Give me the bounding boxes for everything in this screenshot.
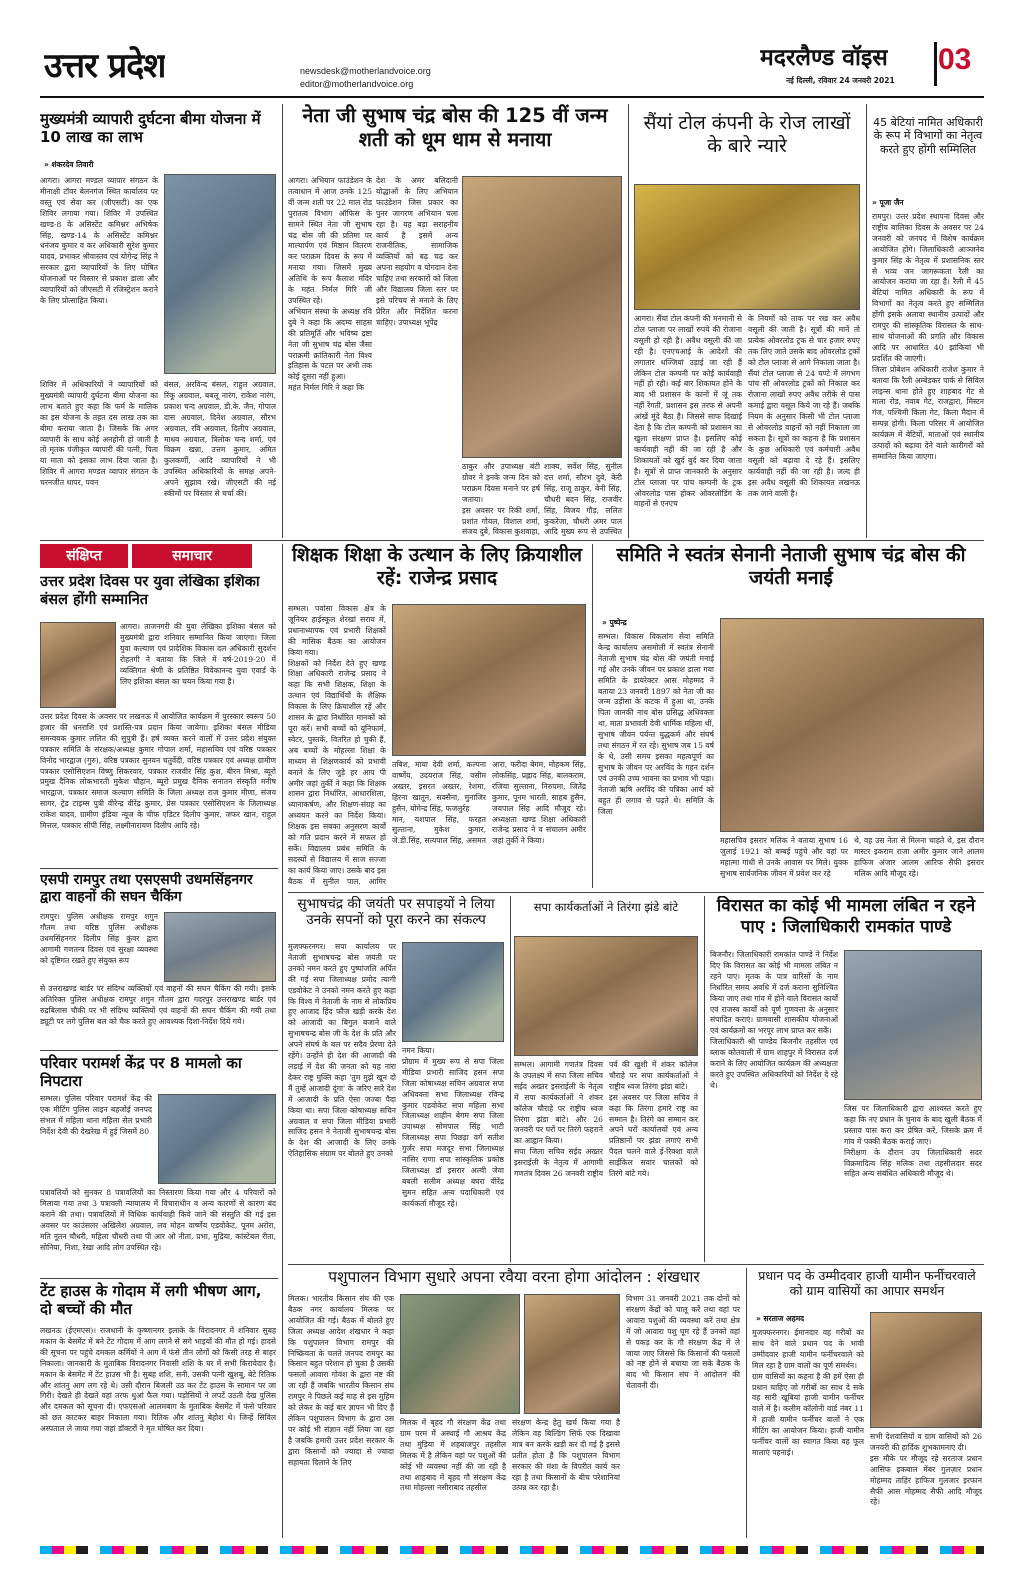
column-rule — [282, 104, 283, 538]
byline: » सरताज अहमद — [756, 1314, 805, 1323]
article-text: सभी देशवासियों व ग्राम वासियों को 26 जनवरी की हार्दिक शुभकामनाएं दी। इस मौके पर मौजूद रहे सरताज प्रधान आसिफ इकबाल मेंबर गुलज़ार प्रधान मोहम्मद ताहिर हाफिज गुलजार इरफान सैफी आस मोहम्मद सैफी आदि मौजूद रहे। — [870, 1432, 982, 1507]
story-business-insurance — [40, 104, 278, 538]
headline: सैंयां टोल कंपनी के रोज लाखों के बारे न्यारे — [643, 112, 851, 158]
news-photo — [158, 1094, 276, 1184]
article-text: बंसल, अरविन्द बंसल, राहुल अग्रवाल, रिंकू अग्रवाल, बबलू नारंग, राकेश नारंग, प्रकाश चन्द अग्रवाल, डी.के. जैन, गोपाल दास अग्रवाल, दिनेश अग्रवाल, सौरभ अग्रवाल, रवि अग्रवाल, दिलीप अग्रवाल, माधव अग्रवाल, त्रिलोक चन्द शर्मा, एवं विक्रम खन्ना, उत्तम कुमार, अमित कुलकर्णी, आदि व्यापारियों ने भी उपस्थित अधिकारियों के समक्ष अपने-अपने सुझाव रखे। जीएसटी की नई स्कीमों पर विस्तार से चर्चा की। — [164, 380, 276, 499]
news-photo — [400, 1294, 520, 1414]
dateline: नई दिल्ली, रविवार 24 जनवरी 2021 — [786, 76, 895, 85]
article-text: संरक्षण केन्द्र हेतु खर्च किया गया है लेकिन वह बिल्डिंग सिर्फ एक दिखावा मात्र बन करके खड़ी कर दी गई है इससे प्रतीत होता है कि पशुपालन विभाग सरकार की मंशा के विपरीत कार्य कर रहा है तथा किसानों के बीच परेशानियां उत्पन्न कर रहा है। — [512, 1418, 620, 1493]
newsdesk-email: newsdesk@motherlandvoice.org — [300, 66, 431, 76]
brief-label-secondary: समाचार — [132, 544, 252, 568]
headline: मुख्यमंत्री व्यापारी दुर्घटना बीमा योजना में 10 लाख का लाभ — [40, 110, 261, 147]
news-photo — [720, 618, 984, 832]
story-toll-company — [634, 104, 862, 538]
article-text: आगरा। आगरा मण्डल व्यापार संगठन के मीनाक्षी टॉवर बेलनगंज स्थित कार्यालय पर वस्तु एवं सेवा कर (जीएसटी) का एक शिविर लगाया गया। शिविर में उपस्थित खण्ड-8 के असिस्टेंट कमिश्नर अभिषेक सिंह, खण्ड-14 के असिस्टेंट कमिश्नर धनंजय कुमार व कर अधिकारी सुरेश कुमार यादव, प्रभाकर श्रीवास्तव एवं योगेन्द्र सिंह ने सरकार द्वारा व्यापारियों के लिए घोषित योजनाओं पर विस्तार से प्रकाश डाला और व्यापारियों को जीएसटी में रजिस्ट्रेशन कराने के लिए प्रोत्साहित किया। — [40, 176, 158, 305]
article-text: आगरा। ताजनगरी की युवा लेखिका इशिका बंसल को मुख्यमंत्री द्वारा शनिवार सम्मानित किया जाएगा। जिला युवा कल्याण एवं प्रादेशिक विकास दल अधिकारी सुदर्शन रोहतगी ने बताया कि जिले में वर्ष-2019-20 में व्यक्तिगत श्रेणी के प्रतिष्ठित विवेकानन्द युवा एवार्ड के लिए इशिका बंसल का चयन किया गया है। — [120, 622, 276, 686]
article-text: पत्रावलियों को सुनकर 8 पत्रावलियों का निस्तारण किया गया और 4 परिवारों को मिलाया गया तथा 3 पत्रावली न्यायालय में विचाराधीन व अन्य कारणों से कारण बंद कराने की तथा। पत्रावलियों में विधिक कार्यवाही किये जाने की संस्तुति की गई इस अवसर पर काउंसलर अखिलेश अग्रवाल, लव मोहन वार्ष्णेय एडवोकेट, पूनम अरोरा, मति नूतन चौधरी, महिला चौधरी तथा पी आर ओ नीता, प्रभा, मुद्रिया, कांस्टेबल रीता, सोनिया, निशा, रेखा आदि लोग उपस्थित रहे। — [40, 1188, 276, 1252]
brief-news-banner — [40, 544, 252, 568]
masthead — [0, 0, 1024, 98]
headline: परिवार परामर्श केंद्र पर 8 मामलो का निपटारा — [40, 1054, 242, 1091]
story-family-counseling — [40, 1054, 278, 1276]
story-tent-house-fire — [40, 1282, 278, 1538]
article-text: सम्भल। पुलिस परिवार परामर्श केंद्र की एक मीटिंग पुलिस लाइन बहजोई जनपद संभल में महिला थाना महिला सेल प्रभारी निर्देश देवी की देखरेख में हुई जिसमें 80 — [40, 1094, 152, 1136]
article-text: उत्तर प्रदेश दिवस के अवसर पर लखनऊ में आयोजित कार्यक्रम में पुरस्कार स्वरूप 50 हजार की धनराशि एवं प्रशस्ति-पत्र प्रदान किया जायेगा। इशिका बंसल मीडिया समन्वयक कुमार ललित की सुपुत्री हैं। हर्ष व्यक्त करने वालों में उत्तर प्रदेश संयुक्त पत्रकार समिति के संरक्षक/अध्यक्ष कुमार गोपाल शर्मा, महासचिव एवं वरिष्ठ पत्रकार विनोद भारद्वाज (गुरु), वरिष्ठ पत्रकार सुनयन चतुर्वेदी, वरिष्ठ पत्रकार एवं अध्यक्ष ग्रामीण पत्रकार एसोसिएशन विष्णु सिकरवार, पत्रकार राजवीर सिंह कुश, बीरन मिश्रा, ब्यूरो प्रमुख दैनिक लोकभारती मुकेश चौहान, ब्यूरो प्रमुख दैनिक सनातन संस्कृति मनीष भारद्वाज, पत्रकार समाज कल्याण समिति के जिला अध्यक्ष राज कुमार मीणा, संजय सागर, ट्रेड टाइम्स पुत्री वीरेन्द्र वीरेंद्र कुमार, प्रेस पत्रकार एसोसिएशन के जिलाध्यक्ष राकेश यादव, ग्रामीण इंडिया न्यूज के चीफ एडिटर दिलीप कुमार, जफर खान, राहुल मित्तल, पत्रकार सीपी सिंह, लक्ष्मीनारायण दिलीप आदि रहे। — [40, 712, 276, 831]
story-sp-tricolor — [514, 896, 700, 1262]
byline: » पुष्पेन्द्र — [602, 618, 627, 627]
article-text: सम्भल। आगामी गणतंत्र दिवस के उपलक्ष्य में सपा जिला सचिव सईद अख्तर इसराईली के नेतृत्व में सपा कार्यकर्ताओं ने शंकर कॉलेज चौराहे पर राष्ट्रीय ध्वज तिरंगा झंडा बांटे। और 26 जनवरी पर घरों पर तिरंगे फहराने का आह्वान किया। सपा जिला सचिव सईद अख्तर इसराईली के नेतृत्व में आगामी गणतंत्र दिवस 26 जनवरी राष्ट्रीय पर्व की खुशी में शंकर कॉलेज चौराहे पर सपा कार्यकर्ताओं ने राष्ट्रीय ध्वज तिरंगा झंडा बांटे। इस अवसर पर जिला सचिव ने कहा कि तिरंगा हमारे राष्ट्र का सम्मान है। तिरंगे का सम्मान कर अपने घरों कार्यालयों एवं अन्य प्रतिष्ठानों पर झंडा लगाएं सभी पैदल चलने वाले ई-रिक्शा वाले साईकिल सवार चालकों को तिरंगे बांटे गये। — [514, 1060, 698, 1179]
story-netaji-125 — [288, 104, 624, 538]
article-text: से उत्तराखण्ड बार्डर पर संदिग्ध व्यक्तियों एवं वाहनों की सघन चैकिंग की गयी। इसके अतिरिक्त पुलिस अधीक्षक रामपुर शगुन गौतम द्वारा गदरपुर उत्तराखण्ड बार्डर एवं रुद्रबिलास चौकी पर भी संदिग्ध व्यक्तियों एवं वाहनों की सघन चैकिंग की गयी तथा ड्यूटी पर लगे पुलिस बल को चैक करते हुए आवश्यक दिशा-निर्देश दिये गये। — [40, 984, 276, 1026]
article-text: सम्भल। पवांसा विकास क्षेत्र के जूनियर हाईस्कूल शेरखां सराय में, प्रधानाध्यापक एवं प्रभारी शिक्षकों की मासिक बैठक का आयोजन किया गया। शिक्षकों को निर्देश देते हुए खण्ड शिक्षा अधिकारी राजेन्द्र प्रसाद ने कहा कि सभी शिक्षक, शिक्षा के उत्थान एवं विद्यार्थियों के शैक्षिक विकास के लिए क्रियाशील रहें और शासन के द्वारा निर्धारित मानकों को पूरा करें। सभी बच्चों को यूनिफार्म, स्वेटर, पुस्तकें, वितरित हो चुकी हैं, अब बच्चों के मोहल्ला शिक्षा के माध्यम से शिक्षणकार्य को प्रभावी बनाने के लिए जुड़े हर आप पी अमीर जहां तुर्की ने कहा कि शिक्षक शासन द्वारा निर्धारित, आधारशिला, ध्यानाकर्षण, और शिक्षण-संग्रह का अध्ययन करने का निर्देश किया। शिक्षक इस सबका अनुसरण कार्यों को गति प्रदान करने में सफल हो सकें। विद्यालय प्रबंध समिति के सदस्यों से विद्यालय में साज सज्जा का कार्य किया जाए। उसके बाद इस बैठक में सुनील पाल, आमिर — [288, 604, 386, 886]
masthead-divider — [934, 42, 937, 86]
headline: एसपी रामपुर तथा एसएसपी उधमसिंहनगर द्वारा वाहनों की सघन चैकिंग — [40, 872, 253, 906]
paper-name: मदरलैण्ड वॉइस — [760, 44, 888, 71]
article-text: शिविर में अधिकारियों ने व्यापारियों को मुख्यमंत्री व्यापारी दुर्घटना बीमा योजना का लाभ बताते हुए कहा कि फर्म के मालिक का इस योजना के तहत दस लाख तक का बीमा कराया जाता है। जिसके कि अगर व्यापारी के साथ कोई अनहोनी हो जाती है तो मृतक पंजीकृत व्यापारी की पत्नी, पिता या माता को इसका लाभ दिया जाता है। शिविर में आगरा मण्डल व्यापार संगठन के चरनजीत थापर, पवन — [40, 380, 158, 488]
photo-caption: तबिश, माया देवी शर्मा, कल्पना वार्ष्णेय, उदयराज सिंह, वसीम अख्तर, इसरत अख्तर, रेशमा, हिरना खातून, सक्सैना, मुनाजिर हुसैन, योगेन्द्र सिंह, फजलुर्रह मान, यशपाल सिंह, फरहत सुल्ताना, मुकेश कुमार, जे.डी.सिंह, सत्यपाल सिंह, असमत आरा, फरीदा बेगम, मोहकम सिंह, लोकसिंह, प्रह्लाद सिंह, बालकराम, रजिया सुल्ताना, निरुपमा, जितेंद्र कुमार, पूनम भारती, साहब हुसैन, जयपाल सिंह आदि मौजूद रहे। अध्यक्षता खण्ड शिक्षा अधिकारी राजेन्द्र प्रसाद ने व संचालन अमीर जहां तुर्की ने किया। — [392, 760, 586, 846]
news-photo — [870, 1312, 982, 1428]
column-rule — [592, 544, 593, 888]
byline: » शंकरदेव तिवारी — [44, 160, 94, 169]
story-ishika-bansal — [40, 574, 278, 866]
article-text: के नियमों को ताक पर रख कर अवैध वसूली की जाती है। सूत्रों की मानें तो प्रत्येक ओवरलोड ट्रक से चार हजार रुपए तक लिए जाते उसके बाद ओवरलोड ट्रकों को टोल प्लाजा से आगे निकाला जाता है। सैंयां टोल प्लाजा से 24 घण्टे में लगभग पांच सौ ओवरलोड ट्रकों को निकाल कर रोजाना लाखों रुपए अवैध तरीके से पास कमाई द्वारा वसूल किये जा रहे हैं। जबकि नियम के अनुसार किसी भी टोल प्लाजा से ओवरलोड वाहनों को नहीं निकाला जा सकता है। सूत्रों का कहना है कि प्रशासन के कुछ अधिकारी एवं कर्मचारी अवैध वसूली को बढ़ावा दे रहे हैं। इसलिए कार्यवाही नहीं की जा रही है। जल्द ही इस अवैध वसूली की शिकायत लखनऊ तक जाने वाली है। — [748, 314, 860, 498]
news-photo — [164, 912, 276, 982]
article-text: नमन किया। प्रोग्राम में मुख्य रूप से सपा जिला मीडिया प्रभारी साजिद हसन सपा जिला कोषाध्यक्ष सचिन अग्रवाल सपा अधिवक्ता सभा जिलाध्यक्ष रविन्द्र कुमार एडवोकेट सपा महिला सभा जिलाध्यक्ष शाहीन बेगम सपा जिला उपाध्यक्ष सोमपाल सिंह भाटी जिलाध्यक्ष सपा पिछड़ा वर्ग सतीश गुर्जर सपा मजदूर सभा जिलाध्यक्ष नासिर राणा सपा सांस्कृतिक प्रकोष्ठ जिलाध्यक्ष डॉ इसरार अल्वी जेवा बबली सलीम अध्यक्ष बघरा वीरेंद्र सुमन सहित अन्य पदाधिकारी एवं कार्यकर्ता मौजूद रहे। — [402, 1046, 504, 1208]
story-vehicle-checking — [40, 872, 278, 1048]
story-inheritance-cases — [710, 896, 984, 1262]
news-photo — [402, 942, 504, 1042]
story-samiti-netaji — [598, 544, 984, 888]
news-photo — [514, 936, 698, 1056]
story-animal-husbandry — [288, 1268, 742, 1538]
portrait-photo — [40, 622, 116, 708]
article-text: आगरा। अभियान फाउंडेशन के तत्वाधान में आज उनके 125 वीं जन्म शती पर 22 माल रोड पुरातत्व विभाग ऑफिस के सामने स्थित नेता जी सुभाष चंद्र बोस जी की प्रतिमा पर माल्यार्पण एवं मिष्ठान वितरण कर पराक्रम दिवस के रूप में मनाया गया। जिसमें मुख्य अतिथि के रूप कैलाश मंदिर के महंत निर्मल गिरि जी उपस्थित रहे। अभियान संस्था के अध्यक्ष रवि दुबे ने कहा कि अदम्य साहस की प्रतिमूर्ति और भविष्य द्रष्टा नेता जी सुभाष चंद्र बोस जैसा पराक्रमी क्रांतिकारी नेता विश्व इतिहास के पटल पर अभी तक कोई दूसरा नहीं हुआ। महंत निर्मल गिरि ने कहा कि — [288, 176, 372, 393]
editor-email: editor@motherlandvoice.org — [300, 79, 414, 89]
headline: सुभाषचंद्र की जयंती पर सपाइयों ने लिया उनके सपनों को पूरा करने का संकल्प — [297, 896, 495, 929]
article-text: देश के अमर बलिदानी योद्धाओं के लिए अभियान फाउंडेशन जिस प्रकार का पुनर जागरण अभियान चला रहा है। यह बड़ा सराहनीय कार्य है इसमें अन्य राजनीतिक, सामाजिक व्यक्तियों को बढ़ चढ़ कर अपना सहयोग व योगदान देना चाहिए तथा सरकारों को जिला और विद्यालय जिला स्तर पर इसे परिचय से मनाने के लिए प्रेरित और निर्देशित करना चाहिए। उपाध्यक्ष भूपेंद्र — [376, 176, 458, 327]
article-text: जिस पर जिलाधिकारी द्वारा आश्वस्त करते हुए कहा कि नए प्रधान के चुनाव के बाद खुली बैठक में प्रस्ताव पास करा कर प्रेषित करें, जिसके क्रम में गांव में पक्की बैठक कराई जाए। निरीक्षण के दौरान उप जिलाधिकारी सदर विक्रमादित्य सिंह मलिक तथा तहसीलदार सदर सहित अन्य संबंधित अधिकारी मौजूद थे। — [844, 1104, 982, 1179]
column-rule — [746, 1268, 747, 1538]
photo-caption: शाक्य, सर्वेश सिंह, सुनील दत्त शर्मा, सौरभ दुबे, केरी सिंह, राजू ठाकुर, बेनी सिंह, चौधरी बदन सिंह, राजवीर सिंह, विजय गौड़, ललित कुकरेजा, चौधरी अमर पाल आदि मुख्य रूप से उपस्थित — [544, 462, 622, 537]
column-rule — [866, 104, 867, 538]
column-rule — [628, 104, 629, 538]
headline: उत्तर प्रदेश दिवस पर युवा लेखिका इशिका बंसल होंगी सम्मानित — [40, 574, 260, 608]
story-sp-netaji-resolve — [288, 896, 506, 1262]
article-text: विभाग 31 जनवरी 2021 तक दोनों को संरक्षण केंद्रों को चालू करें तथा वहां पर आवारा पशुओं की व्यवस्था करें तथा क्षेत्र में जो आवारा पशु घूम रहे हैं उनको वहां से पकड़ कर के गौ संरक्षण केंद्र में ले जाया जाए जिससे कि किसानों की फसलों को नष्ट होने से बचाया जा सके बैठक के बाद भी किसान संघ ने आंदोलन की चेतावनी दी। — [626, 1294, 740, 1391]
section-title: उत्तर प्रदेश — [44, 46, 166, 86]
article-text: मुजफ्फरनगर। सपा कार्यालय पर नेताजी सुभाषचन्द्र बोस जयंती पर उनको नमन करते हुए पुष्पांजलि अर्पित की गई सपा जिलाध्यक्ष प्रमोद त्यागी एडवोकेट ने उनको नमन करते हुए कहा कि विश्व में नेताजी के नाम से लोकप्रिय हुए आजाद हिंद फौज खड़ी करके देश को आजादी का बिगुल बजाने वाले सुभाषचन्द्र बोस जी के देश के प्रति और अपने संघर्ष के बल पर सदैव प्रेरणा देते रहेंगे। उन्होंने ही देश की आजादी की लड़ाई में देश की जनता को यह नारा देकर राष्ट्र मुक्ति कहा 'तुम मुझे खून दो मैं तुम्हें आजादी दूंगा' के जरिए सारे देश में आजादी के प्रति ऐसा जज्बा पैदा किया था। सपा जिला कोषाध्यक्ष सचिन अग्रवाल व सपा जिला मीडिया प्रभारी साजिद हसन ने नेताजी सुभाषचन्द्र बोस के देश की आजादी के लिए उनके ऐतिहासिक संग्राम पर बोलते हुए उनको — [288, 942, 396, 1159]
story-teacher-education — [288, 544, 588, 888]
article-text: मिलक। भारतीय किसान संघ की एक बैठक नगर कार्यालय मिलक पर आयोजित की गई। बैठक में बोलते हुए जिला अध्यक्ष आदेश शंखधार ने कहा कि पशुपालन विभाग रामपुर की निष्क्रियता के चलते जनपद रामपुर का किसान बहुत परेशान हो चुका है उसकी फसलों आवारा गोवंश के द्वारा नष्ट की जा रही हैं जबकि भारतीय किसान संघ रामपुर ने पिछले कई माह से इस मुहिम को लेकर के कई बार ज्ञापन भी दिए हैं लेकिन पशुपालन विभाग के द्वारा उस पर कोई भी संज्ञान नहीं लिया जा रहा है जबकि हमारी उत्तर प्रदेश सरकार के द्वारा किसानों को ज्यादा से ज्यादा सहायता दिलाने के लिए — [288, 1294, 394, 1467]
column-rule — [282, 544, 283, 1538]
headline: प्रधान पद के उम्मीदवार हाजी यामीन फर्नीचरवाले को ग्राम वासियों का आपार समर्थन — [758, 1268, 976, 1299]
row-rule — [40, 1050, 278, 1051]
headline: विरासत का कोई भी मामला लंबित न रहने पाए : जिलाधिकारी रामकांत पाण्डे — [716, 896, 976, 937]
masthead-rule — [40, 96, 984, 98]
headline: समिति ने स्वतंत्र सेनानी नेताजी सुभाष चंद्र बोस की जयंती मनाई — [616, 544, 966, 590]
article-text: आगरा। सैंयां टोल कंपनी की मनमानी से टोल प्लाजा पर लाखों रुपये की रोजाना वसूली हो रही है। अवैध वसूली की जा रही है। एनएचआई के आदेशों की लगातार धज्जियां उड़ाई जा रही हैं लेकिन टोल कम्पनी पर कोई कार्यवाही नहीं हो रही। कई बार शिकायत होने के बाद भी प्रशासन के कानों में जूं तक नहीं रेंगती, प्रशासन इस तरफ से अपनी आंखें मूंदे बैठा है। जिससे साफ दिखाई देता है कि टोल कम्पनी को प्रशासन का खुला संरक्षण प्राप्त है। इसलिए कोई कार्यवाही नहीं की जा रही है और शिकायतों को खुर्द बुर्द कर दिया जाता है। सूत्रों से प्राप्त जानकारी के अनुसार टोल प्लाजा पर पांच कम्पनी के ट्रक ओवरलोड पास होकर ओवरलोडिंग के वाहनों से एनएच — [634, 314, 742, 509]
article-text: रामपुर। पुलिस अधीक्षक रामपुर शगुन गौतम तथा वरिष्ठ पुलिस अधीक्षक उधमसिंहनगर दिलीप सिंह कुंवर द्वारा आगामी गणतन्त्र दिवस एवं सुरक्षा व्यवस्था को दृष्टिगत रखते हुए संयुक्त रूप — [40, 912, 158, 965]
news-photo — [634, 184, 860, 310]
article-text: महासचिव इसरार मलिक ने बताया सुभाष 16 जुलाई 1921 को बम्बई पहुंचे और वहां पर महात्मा गांधी से उनके आवास पर मिले। युवक सुभाष सार्वजनिक जीवन में प्रवेश कर रहे — [720, 836, 848, 878]
article-text: लखनऊ (ईएमएस)। राजधानी के कृष्णानगर इलाके के विरादनगर में शनिवार सुबह मकान के बेसमेंट में बने टेंट गोदाम में आग लगने से सगे भाइयों की मौत हो गई। हादसे की सूचना पर पहुंचे दमकल कर्मियों ने आग में फंसे तीन लोगों को किसी तरह से बाहर निकाला। जानकारी के मुताबिक विरादनगर निवासी शशि के घर में सभी किरायेदार है। मकान के बेसमेंट में टेंट हाउस भी है। सुबह शशि, सनी, उसकी पत्नी खुशबू, बेटे रितिक और शांतनु आग लग रहे थे। उसी दौरान बिजली उठ कर टेंट हाउस के सामान पर जा गिरी। देखते ही देखते वहां तरफ धुआं फैल गया। पड़ोसियों ने लपटें उठती देख पुलिस और दमकल को सूचना दी। एफएसओ आलमबाग के मुताबिक बेसमेंट में फंसे परिवार को छत काटकर बाहर निकाला गया। रितिक और शांतनु बेहोश थे। जिन्हें सिविल अस्पताल ले जाया गया जहां डॉक्टरों ने मृत घोषित कर दिया। — [40, 1326, 276, 1434]
headline: 45 बेटियां नामित अधिकारी के रूप में विभागों का नेतृत्व करते हुए होंगी सम्मिलित — [873, 116, 983, 156]
article-text: बिजनौर। जिलाधिकारी रामकांत पाण्डे ने निर्देश दिए कि विरासत का कोई भी मामला लंबित न रहने पाए। मृतक के पात्र वारिसों के नाम निर्धारित समय अवधि में दर्ज कराना सुनिश्चित किया जाए तथा गांव में होने वाले विरासत कार्यों एवं राजस्व कार्यों को पूर्ण गुणवत्ता के अनुसार संपादित कराएं। ग्रामवासी शासकीय योजनाओं एवं कार्यक्रमों का भरपूर लाभ प्राप्त कर सकें। जिलाधिकारी श्री पाण्डेय बिजनौर तहसील एवं ब्लाक कोतवाली में ग्राम शाहपुर में विरासत दर्ज कराने के लिए आयोजित कार्यक्रम की अध्यक्षता करते हुए उपस्थित अधिकारियों को निर्देश दे रहे थे। — [710, 950, 838, 1090]
story-45-daughters — [872, 104, 984, 538]
byline: » पूजा जैन — [872, 198, 904, 207]
article-text: थे, वह उस नेता से मिलना चाहते थे, इस दौरान मास्टर इकराम राजा अमीर कुमार जाने आलम हाफिज अंजार आलम आरिफ सैफी इसरार मलिक आदि मौजूद रहे। — [854, 836, 984, 878]
row-rule — [288, 1264, 984, 1265]
column-rule — [510, 896, 511, 1262]
column-rule — [704, 896, 705, 1262]
article-text: मुजफ्फरनगर। ईमानदार वह गरीबों का साथ देने वाले प्रधान पद के भावी उम्मीदवार हाजी यामीन फर्नीचरवाले को मिल रहा है ग्राम वालों का पूर्ण समर्थन। ग्राम वासियों का कहना है की हमें ऐसा ही प्रधान चाहिए जो गरीबों का साथ दे सके वह सारी खूबियां हाजी यामीन फर्नीचर वाले में है। कलीम कॉलोनी वार्ड नंबर 11 में हाजी यामीन फर्नीचर वालों ने एक मीटिंग का आयोजन किया। हाजी यामीन फर्नीचर वालों का स्वागत किया वह फूल मालाएं पहनाई। — [752, 1328, 864, 1457]
photo-caption: ठाकुर और उपाध्यक्ष बंटी ग्रोवर ने इनके जन्म दिन को पराक्रम दिवस मनाने पर हर्ष जताया। इस अवसर पर रिकी शर्मा, प्रशांत गोयल, विशाल शर्मा, संजय दुबे, विकास कुशवाहा, — [462, 462, 540, 537]
headline: पशुपालन विभाग सुधारे अपना रवैया वरना होगा आंदोलन : शंखधार — [328, 1268, 700, 1286]
row-rule — [288, 892, 984, 893]
article-text: मिलक में बृहद गौ संरक्षण केंद्र तथा ग्राम परम में अस्थाई गौ आश्रय केंद्र तथा मुंड़िया में शहबाजपुर तहसील मिलक में है लेकिन वहां पर पशुओं की कोई भी व्यवस्था नहीं की जा रही है तथा शाहबाद में बृहद गौ संरक्षण केंद्र तथा मोहल्ला नसीराबाद तहसील — [400, 1418, 506, 1493]
row-rule — [40, 868, 278, 869]
row-rule — [40, 540, 984, 541]
headline: टेंट हाउस के गोदाम में लगी भीषण आग, दो बच्चों की मौत — [40, 1282, 262, 1319]
news-photo — [844, 950, 982, 1100]
row-rule — [40, 1278, 278, 1279]
registration-bar — [40, 1546, 984, 1554]
brief-label: संक्षिप्त — [40, 544, 128, 568]
page-number: 03 — [938, 43, 972, 76]
story-village-head-candidate — [752, 1268, 984, 1538]
news-photo — [164, 174, 276, 374]
article-text: रामपुर। उत्तर प्रदेश स्थापना दिवस और राष्ट्रीय बालिका दिवस के अवसर पर 24 जनवरी को जनपद में विशेष कार्यक्रम आयोजित होंगे। जिलाधिकारी आञ्जनेय कुमार सिंह के नेतृत्व में प्रशासनिक स्तर से भव्य जन जागरूकता रैली का आयोजन कराया जा रहा है। रैली में 45 बेटियां नामित अधिकारी के रूप में विभागों का नेतृत्व करते हुए सम्मिलित होंगी इसके अलावा स्थानीय उत्पादों और रामपुर की सांस्कृतिक विरासत के साथ-साथ योजनाओं की प्रगति और विकास आदि पर आधारित 40 झांकियां भी प्रदर्शित की जाएंगी। जिला प्रोबेशन अधिकारी राजेश कुमार ने बताया कि रैली अम्बेडकर पार्क से सिविल लाइन्स थाना होते हुए शाहबाद गेट से माला रोड, नवाब गेट, राजद्वारा, मिस्टन गंज, पश्चिमी किला गेट, किला मैदान में सम्पन्न होगी। किला परिसर में आयोजित कार्यक्रम में बेटियों, माताओं एवं स्थानीय उत्पादों को बढ़ावा देने वाले कारीगरों को सम्मानित किया जाएगा। — [872, 212, 984, 461]
news-photo — [524, 1294, 620, 1414]
headline: सपा कार्यकर्ताओं ने तिरंगा झंडे बांटे — [533, 900, 679, 914]
headline: शिक्षक शिक्षा के उत्थान के लिए क्रियाशील रहें: राजेन्द्र प्रसाद — [291, 544, 583, 590]
news-photo — [392, 604, 586, 756]
news-photo — [462, 176, 622, 458]
headline: नेता जी सुभाष चंद्र बोस की 125 वीं जन्म शती को धूम धाम से मनाया — [302, 104, 608, 151]
article-text: सम्भल। विकास विकलांग सेवा समिति केन्द्र कार्यालय असमोली में स्वतंत्र सेनानी नेताजी सुभाष चंद्र बोस की जयंती मनाई गई और उनके जीवन पर प्रकाश डाला गया समिति के डायरेक्टर आस मोहम्मद ने बताया 23 जनवरी 1897 को नेता जी का जन्म उड़ीसा के कटक में हुआ था, उनके पिता जानकी नाथ बोस प्रसिद्ध अधिवक्ता था, माता प्रभावती देवी धार्मिक महिला थीं, सुभाष जीवन पर्यन्त युद्धकर्म और संघर्ष तथा संगठन में रत रहे। सुभाष जब 15 वर्ष के थे, उसी समय इसका महत्वपूर्ण का सुभाष के जीवन पर अरविंद के गहन दर्शन एवं उनकी उच्च भावना का प्रभाव भी पड़ा। नेताजी ऋषि अरविंद की पत्रिका आर्य को बहुत ही लगाव से पढ़ते थे। समिति के जिला — [598, 632, 714, 816]
